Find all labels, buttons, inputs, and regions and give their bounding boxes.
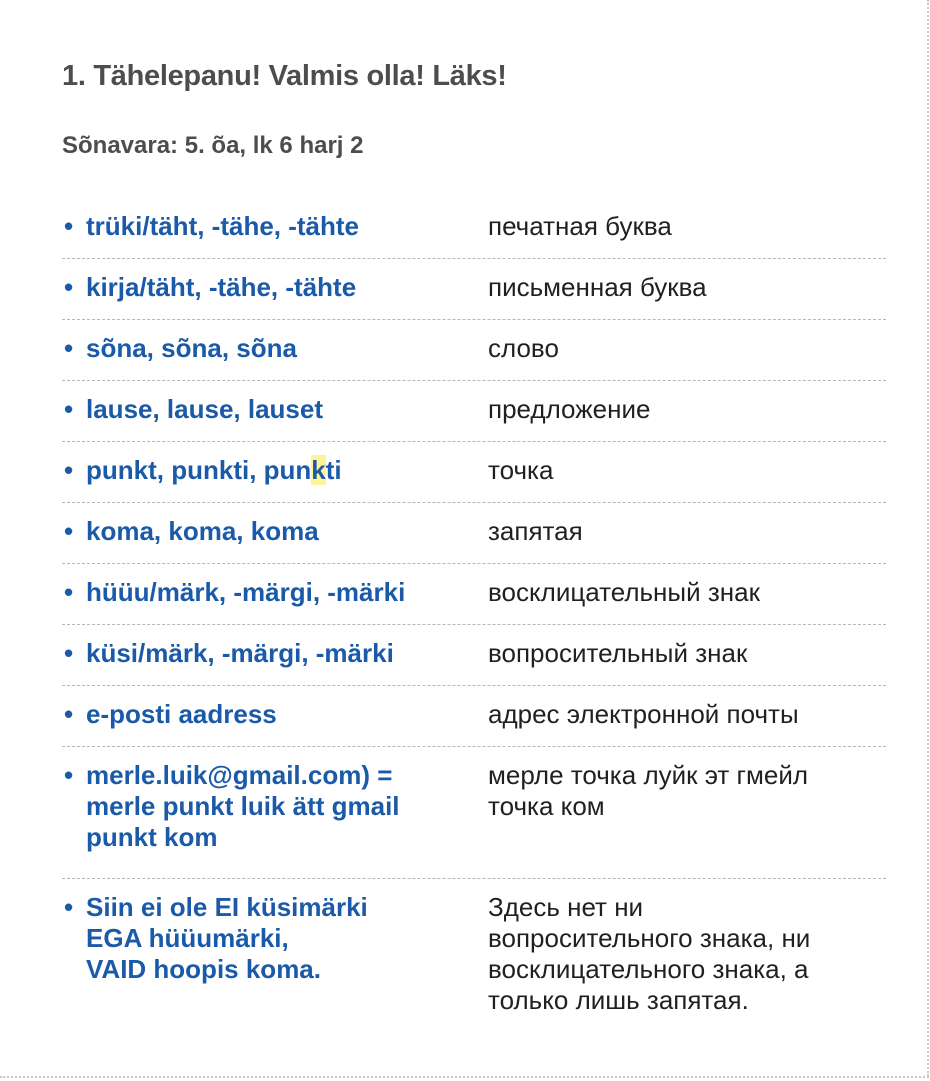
vocab-row (62, 879, 886, 1049)
vocab-term (62, 686, 488, 730)
term-text-part: punkt, punkti, pun (86, 455, 312, 485)
vocab-translation: вопросительный знак (488, 638, 748, 668)
term-text-part: ti (325, 455, 342, 485)
bullet-icon: • (64, 760, 74, 790)
bullet-icon: • (64, 333, 74, 363)
page-border-bottom (0, 1076, 929, 1078)
term-text: küsi/märk, -märgi, -märki (86, 638, 394, 668)
term-text (86, 455, 488, 486)
term-text: kirja/täht, -tähe, -tähte (86, 272, 357, 302)
bullet-icon: • (64, 516, 74, 546)
bullet-icon: • (64, 211, 74, 241)
term-line: EGA hüüumärki, (86, 923, 289, 953)
vocab-translation: слово (488, 333, 559, 363)
vocab-row (62, 686, 886, 747)
vocab-translation (488, 747, 886, 822)
vocab-row (62, 503, 886, 564)
term-text (86, 892, 488, 985)
bullet-icon: • (64, 892, 74, 922)
bullet-icon: • (64, 638, 74, 668)
translation-line: вопросительного знака, ни (488, 923, 811, 953)
bullet-icon: • (64, 699, 74, 729)
bullet-icon: • (64, 455, 74, 485)
vocab-term (62, 747, 488, 853)
bullet-icon: • (64, 272, 74, 302)
exercise-heading: 1. Tähelepanu! Valmis olla! Läks! (62, 60, 507, 92)
translation-line: мерле точка луйк эт гмейл (488, 760, 809, 790)
vocab-term (62, 381, 488, 425)
vocab-row (62, 320, 886, 381)
vocab-term (62, 259, 488, 303)
vocab-translation: предложение (488, 394, 651, 424)
term-text: lause, lause, lauset (86, 394, 324, 424)
vocab-translation: адрес электронной почты (488, 699, 799, 729)
vocabulary-table (62, 198, 886, 1049)
term-line: merle.luik@gmail.com) = (86, 760, 393, 790)
page-border-right (927, 0, 929, 1076)
vocab-term (62, 442, 488, 486)
term-line: merle punkt luik ätt gmail (86, 791, 400, 821)
vocab-term (62, 879, 488, 985)
bullet-icon: • (64, 394, 74, 424)
vocab-row (62, 747, 886, 879)
term-line: Siin ei ole EI küsimärki (86, 892, 368, 922)
translation-line: только лишь запятая. (488, 985, 749, 1015)
term-line: VAID hoopis koma. (86, 954, 321, 984)
vocab-translation: печатная буква (488, 211, 672, 241)
vocab-translation (488, 879, 886, 1016)
vocab-row (62, 381, 886, 442)
vocab-row (62, 198, 886, 259)
term-text: koma, koma, koma (86, 516, 319, 546)
vocab-row (62, 259, 886, 320)
highlighted-letter: k (311, 455, 326, 485)
vocab-term (62, 503, 488, 547)
vocab-translation: запятая (488, 516, 583, 546)
term-text: sõna, sõna, sõna (86, 333, 297, 363)
term-line: punkt kom (86, 822, 218, 852)
term-text: hüüu/märk, -märgi, -märki (86, 577, 406, 607)
vocab-translation: восклицательный знак (488, 577, 760, 607)
vocab-translation: точка (488, 455, 554, 485)
vocab-translation: письменная буква (488, 272, 707, 302)
term-text: e-posti aadress (86, 699, 277, 729)
vocab-term (62, 320, 488, 364)
term-text: trüki/täht, -tähe, -tähte (86, 211, 360, 241)
translation-line: точка ком (488, 791, 605, 821)
bullet-icon: • (64, 577, 74, 607)
vocab-row (62, 442, 886, 503)
vocab-row (62, 564, 886, 625)
vocab-term (62, 625, 488, 669)
term-text (86, 760, 488, 853)
vocabulary-subheading: Sõnavara: 5. õa, lk 6 harj 2 (62, 132, 364, 159)
vocab-term (62, 564, 488, 608)
translation-line: Здесь нет ни (488, 892, 644, 922)
translation-line: восклицательного знака, а (488, 954, 809, 984)
vocab-row (62, 625, 886, 686)
vocab-term (62, 198, 488, 242)
